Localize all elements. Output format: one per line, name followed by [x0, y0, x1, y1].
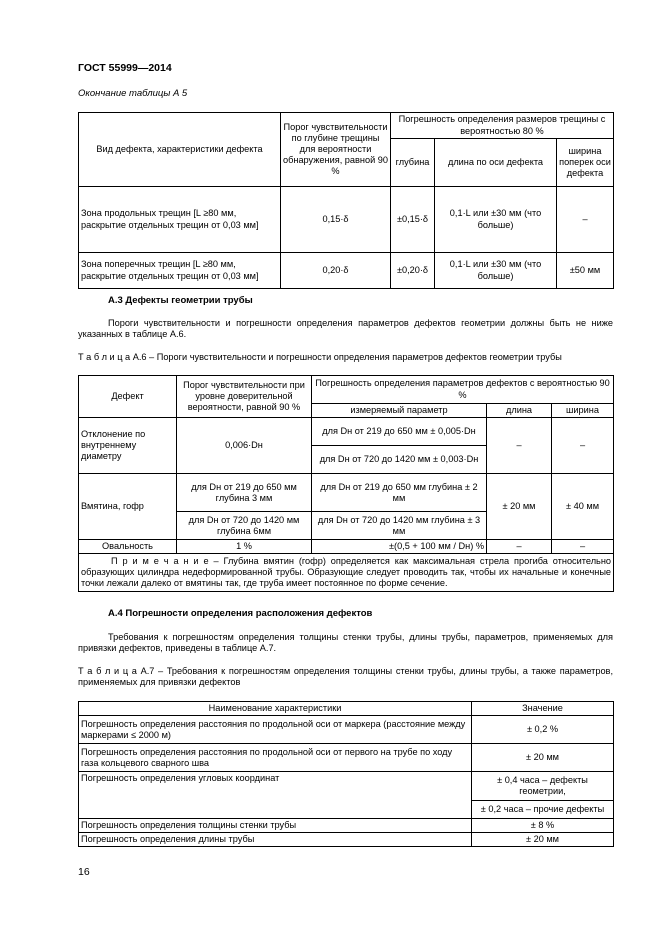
section-a4-heading: А.4 Погрешности определения расположения дефектов — [108, 608, 373, 619]
a6-header-length: длина — [487, 404, 552, 418]
a6-row-ovality-length: – — [487, 540, 552, 554]
a5-row1-threshold: 0,15·δ — [281, 187, 391, 253]
table-a7 — [78, 701, 614, 847]
a5-row2-width: ±50 мм — [557, 253, 614, 289]
a6-header-error-group: Погрешность определения параметров дефектов с вероятностью 90 % — [312, 376, 614, 404]
page-number: 16 — [78, 866, 90, 878]
a5-row2-length: 0,1·L или ±30 мм (что больше) — [435, 253, 557, 289]
section-a3-heading: А.3 Дефекты геометрии трубы — [108, 295, 253, 306]
a6-row-ovality-defect: Овальность — [79, 540, 177, 554]
a7-row2-value: ± 20 мм — [472, 744, 614, 772]
a7-row3-value-2: ± 0,2 часа – прочие дефекты — [480, 804, 605, 815]
a6-row-diameter-width: – — [552, 418, 614, 474]
a7-row4-value: ± 8 % — [472, 819, 614, 833]
table-a6-title: Т а б л и ц а А.6 – Пороги чувствительности и погрешности определения параметров дефектов геометрии трубы — [78, 352, 562, 362]
a6-row-ovality-threshold: 1 % — [177, 540, 312, 554]
a5-row1-depth: ±0,15·δ — [391, 187, 435, 253]
a7-row4-name: Погрешность определения толщины стенки трубы — [79, 819, 472, 833]
a5-row1-width: – — [557, 187, 614, 253]
a7-row1-value: ± 0,2 % — [472, 716, 614, 744]
a5-header-error-group: Погрешность определения размеров трещины с вероятностью 80 % — [391, 113, 614, 139]
a7-row1-name: Погрешность определения расстояния по продольной оси от маркера (расстояние между маркерами ≤ 2000 м) — [79, 716, 472, 744]
a5-header-depth: глубина — [391, 139, 435, 187]
a6-row-dent-defect: Вмятина, гофр — [79, 474, 177, 540]
a6-row-diameter-measured-2: для Dн от 720 до 1420 мм ± 0,003·Dн — [312, 446, 487, 474]
a7-row5-value: ± 20 мм — [472, 833, 614, 847]
a5-row2-depth: ±0,20·δ — [391, 253, 435, 289]
a5-header-defect: Вид дефекта, характеристики дефекта — [79, 113, 281, 187]
a6-row-ovality-measured: ±(0,5 + 100 мм / Dн) % — [312, 540, 487, 554]
table-a5-caption: Окончание таблицы А 5 — [78, 88, 188, 99]
a7-row2-name: Погрешность определения расстояния по продольной оси от первого на трубе по ходу газа кольцевого сварного шва — [79, 744, 472, 772]
a6-row-diameter-length: – — [487, 418, 552, 474]
a6-row-dent-threshold-2: для Dн от 720 до 1420 мм глубина 6мм — [177, 512, 312, 540]
a5-header-length: длина по оси дефекта — [435, 139, 557, 187]
a6-row-ovality-width: – — [552, 540, 614, 554]
a5-row1-defect: Зона продольных трещин [L ≥80 мм, раскрытие отдельных трещин от 0,03 мм] — [79, 187, 281, 253]
a5-row1-length: 0,1·L или ±30 мм (что больше) — [435, 187, 557, 253]
a6-row-dent-threshold-1: для Dн от 219 до 650 мм глубина 3 мм — [177, 474, 312, 512]
a6-header-defect: Дефект — [79, 376, 177, 418]
a5-header-threshold: Порог чувствительности по глубине трещины для вероятности обнаружения, равной 90 % — [281, 113, 391, 187]
section-a3-paragraph: Пороги чувствительности и погрешности определения параметров дефектов геометрии должны быть не ниже указанных в таблице А.6. — [78, 318, 613, 340]
a7-row3-value-1: ± 0,4 часа – дефекты геометрии, — [472, 772, 613, 801]
a7-row5-name: Погрешность определения длины трубы — [79, 833, 472, 847]
section-a4-paragraph: Требования к погрешностям определения толщины стенки трубы, длины трубы, параметров, применяемых для привязки дефектов, приведены в таблице А.7. — [78, 632, 613, 654]
table-a5 — [78, 112, 614, 289]
a6-note: П р и м е ч а н и е – Глубина вмятин (гофр) определяется как максимальная стрела прогиба относительно образующих цилиндра недеформированной трубы. Образующие следует проводить так, чтобы их начальные и конечные точки лежали далеко от вмятины так, где труба имеет постоянное по форме сечение. — [79, 554, 614, 592]
a7-header-value: Значение — [472, 702, 614, 716]
a6-header-measured: измеряемый параметр — [312, 404, 487, 418]
a6-header-width: ширина — [552, 404, 614, 418]
table-a7-title: Т а б л и ц а А.7 – Требования к погрешностям определения толщины стенки трубы, длины трубы, а также параметров, применяемых для привязки дефектов — [78, 666, 613, 688]
a7-row3-value-cell — [472, 772, 614, 819]
a6-row-dent-length: ± 20 мм — [487, 474, 552, 540]
a5-header-width: ширина поперек оси дефекта — [557, 139, 614, 187]
a6-row-diameter-threshold: 0,006·Dн — [177, 418, 312, 474]
a7-row3-name: Погрешность определения угловых координат — [79, 772, 472, 819]
a6-row-diameter-measured-1: для Dн от 219 до 650 мм ± 0,005·Dн — [312, 418, 487, 446]
a5-row2-threshold: 0,20·δ — [281, 253, 391, 289]
a7-header-name: Наименование характеристики — [79, 702, 472, 716]
document-code: ГОСТ 55999—2014 — [78, 62, 172, 74]
a6-row-dent-measured-2: для Dн от 720 до 1420 мм глубина ± 3 мм — [312, 512, 487, 540]
a6-row-dent-measured-1: для Dн от 219 до 650 мм глубина ± 2 мм — [312, 474, 487, 512]
a6-header-threshold: Порог чувствительности при уровне доверительной вероятности, равной 90 % — [177, 376, 312, 418]
a6-row-dent-width: ± 40 мм — [552, 474, 614, 540]
a6-row-diameter-defect: Отклонение по внутреннему диаметру — [79, 418, 177, 474]
a5-row2-defect: Зона поперечных трещин [L ≥80 мм, раскрытие отдельных трещин от 0,03 мм] — [79, 253, 281, 289]
table-a6 — [78, 375, 614, 592]
